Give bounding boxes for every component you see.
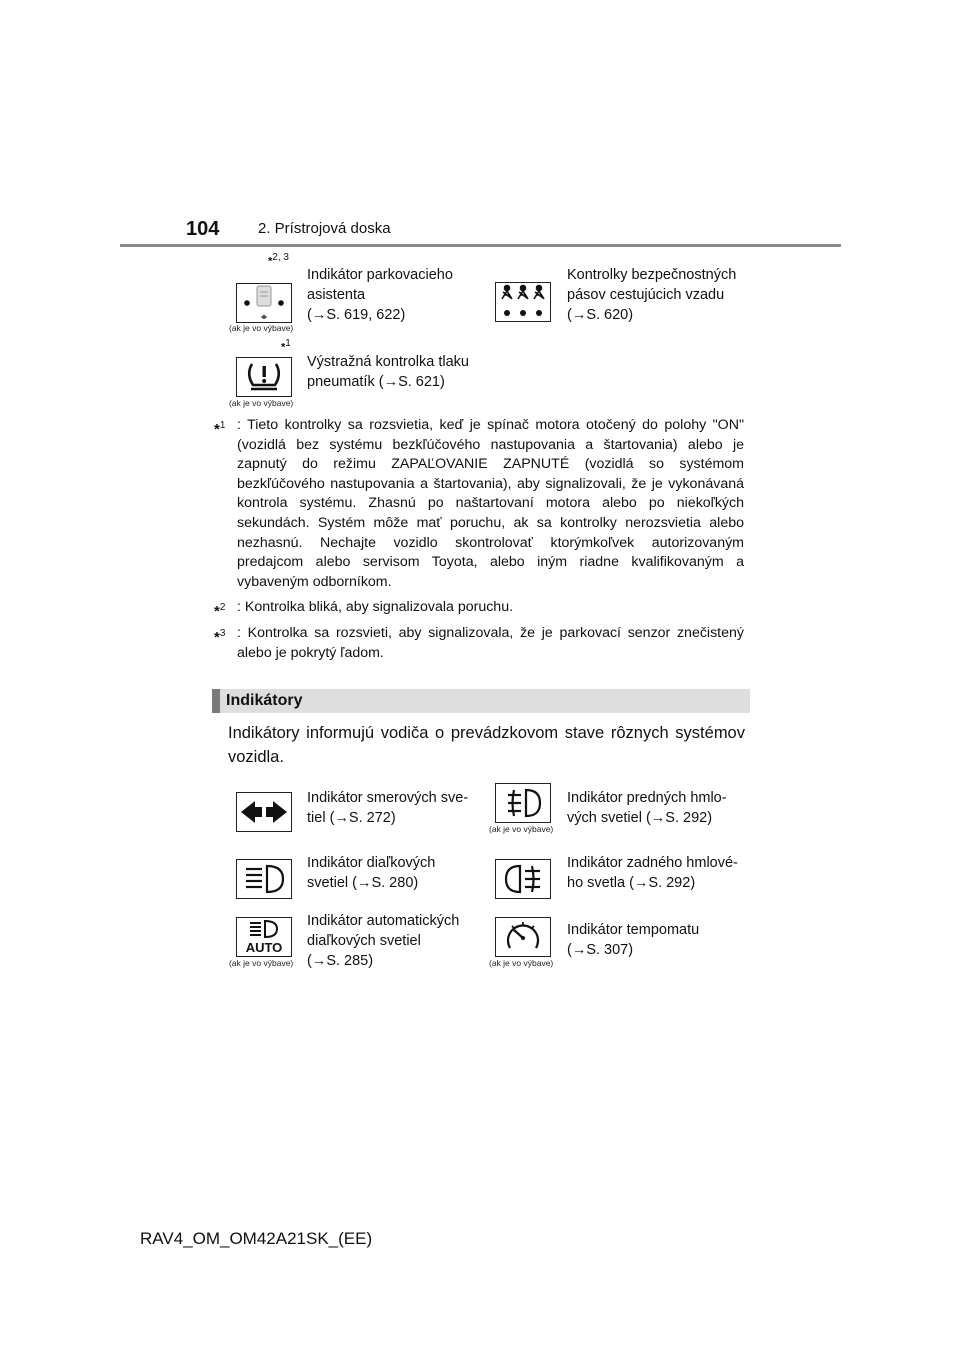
auto-high-beam-icon <box>236 917 292 957</box>
availability-note: (ak je vo výbave) <box>489 958 554 968</box>
parking-assist-icon <box>236 283 292 323</box>
rear-fog-light-description: Indikátor zadného hmlové- ho svetla (→S. 292) <box>567 855 738 891</box>
page-number: 104 <box>186 218 220 240</box>
availability-note: (ak je vo výbave) <box>229 958 294 968</box>
footnote-3: *$^3$ : Kontrolka sa rozsvieti, aby signalizovala, že je parkovací senzor znečistený alebo je pokrytý ľadom. <box>214 625 744 661</box>
auto-label: AUTO <box>245 940 283 955</box>
front-fog-light-description: Indikátor predných hmlo- vých svetiel (→S. 292) <box>567 790 727 826</box>
section-heading: Indikátory <box>226 692 303 709</box>
document-code: RAV4_OM_OM42A21SK_(EE) <box>140 1229 373 1248</box>
rear-seatbelt-icon <box>495 282 551 322</box>
high-beam-description: Indikátor diaľkových svetiel (→S. 280) <box>307 855 436 891</box>
turn-signal-icon <box>236 792 292 832</box>
availability-note: (ak je vo výbave) <box>229 398 294 408</box>
parking-assist-description: Indikátor parkovacieho asistenta (→S. 619, 622) <box>307 267 453 323</box>
high-beam-icon <box>236 859 292 899</box>
front-fog-light-icon <box>495 783 551 823</box>
section-title: 2. Prístrojová doska <box>258 220 391 237</box>
section-intro: Indikátory informujú vodiča o prevádzkovom stave rôznych systémov vozidla. <box>228 724 745 766</box>
footnote-marker-1: *$^1$ <box>281 338 291 354</box>
rear-seatbelt-description: Kontrolky bezpečnostných pásov cestujúcich vzadu (→S. 620) <box>567 267 737 323</box>
footnote-2: *$^2$ : Kontrolka bliká, aby signalizovala poruchu. <box>214 599 514 620</box>
cruise-control-description: Indikátor tempomatu (→S. 307) <box>567 922 700 958</box>
auto-high-beam-description: Indikátor automatických diaľkových svetiel (→S. 285) <box>307 913 460 969</box>
header-rule <box>120 244 841 247</box>
tire-pressure-description: Výstražná kontrolka tlaku pneumatík (→S. 621) <box>307 354 469 390</box>
section-heading-marker <box>212 689 220 713</box>
cruise-control-icon <box>495 917 551 957</box>
rear-fog-light-icon <box>495 859 551 899</box>
tire-pressure-icon <box>236 357 292 397</box>
availability-note: (ak je vo výbave) <box>489 824 554 834</box>
availability-note: (ak je vo výbave) <box>229 323 294 333</box>
turn-signal-description: Indikátor smerových sve- tiel (→S. 272) <box>307 790 469 826</box>
footnote-1: *$^1$ : Tieto kontrolky sa rozsvietia, keď je spínač motora otočený do polohy "ON" (vozidlá bez systému bezkľúčového nastupovania a štartovania) alebo je zapnutý do režimu ZAPAĽOVANIE ZAPNUTÉ (vozidlá so systémom bezkľúčového nastupovania a štartovania), aby signalizovali, že je vykonávaná kontrola systému. Zhasnú po naštartovaní motora alebo po niekoľkých sekundách. Systém môže mať poruchu, ak sa kontrolky nerozsvietia alebo nezhasnú. Nechajte vozidlo skontrolovať ktorýmkoľvek autorizovaným predajcom alebo servisom Toyota, alebo iným riadne kvalifikovaným a vybaveným odborníkom. <box>214 417 744 590</box>
footnote-marker-2-3: *$^{2, 3}$ <box>268 252 289 268</box>
